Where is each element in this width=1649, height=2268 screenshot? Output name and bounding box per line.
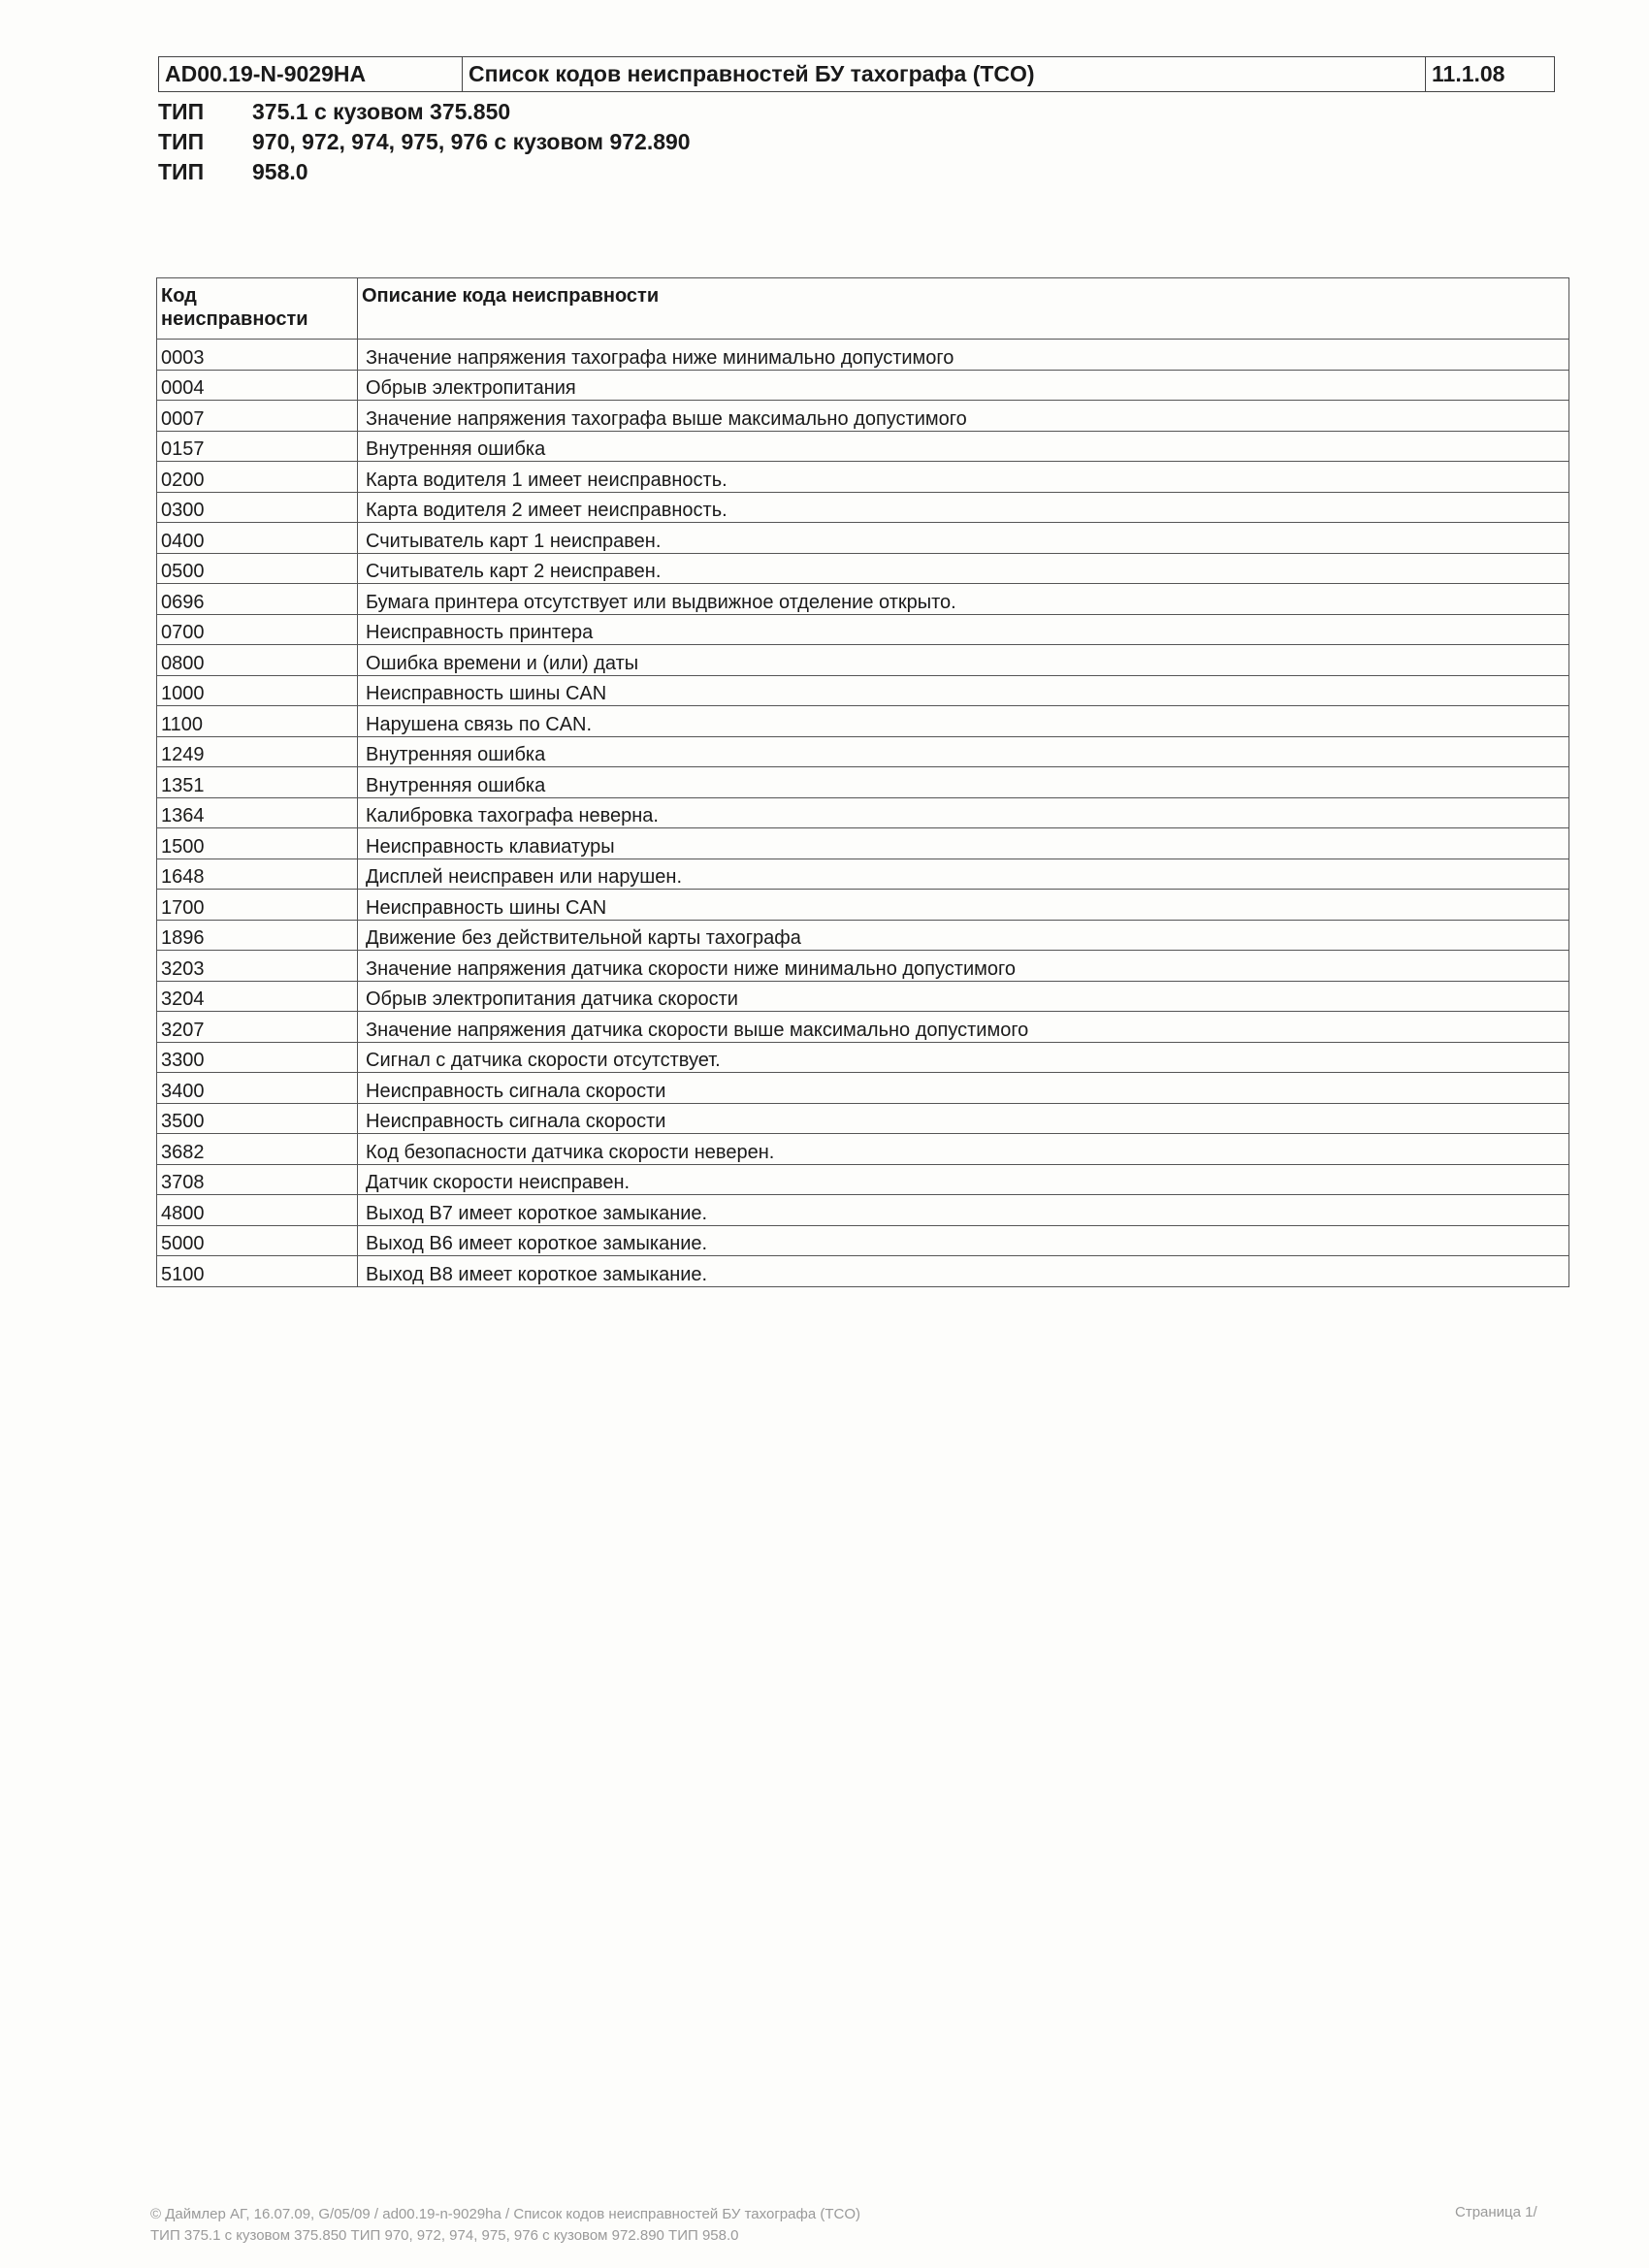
table-row xyxy=(157,767,1569,798)
footer-line-1: © Даймлер АГ, 16.07.09, G/05/09 / ad00.19-n-9029ha / Список кодов неисправностей БУ тахографа (TCO) xyxy=(150,2206,860,2222)
table-row xyxy=(157,675,1569,706)
fault-description: Обрыв электропитания xyxy=(358,370,1569,401)
table-row xyxy=(157,828,1569,859)
fault-code: 1500 xyxy=(157,828,358,859)
fault-code: 1100 xyxy=(157,706,358,737)
fault-description: Внутренняя ошибка xyxy=(358,767,1569,798)
fault-code-table xyxy=(156,277,1569,1287)
table-row xyxy=(157,1164,1569,1195)
table-row xyxy=(157,370,1569,401)
table-header-row xyxy=(157,278,1569,340)
fault-description: Внутренняя ошибка xyxy=(358,431,1569,462)
table-row xyxy=(157,797,1569,828)
type-value: 958.0 xyxy=(252,159,308,184)
fault-description: Неисправность шины CAN xyxy=(358,890,1569,921)
fault-description: Датчик скорости неисправен. xyxy=(358,1164,1569,1195)
vehicle-type-line xyxy=(158,157,691,187)
fault-description: Код безопасности датчика скорости неверен. xyxy=(358,1134,1569,1165)
table-row xyxy=(157,890,1569,921)
type-value: 375.1 с кузовом 375.850 xyxy=(252,99,511,124)
fault-description: Считыватель карт 2 неисправен. xyxy=(358,553,1569,584)
fault-description: Карта водителя 1 имеет неисправность. xyxy=(358,462,1569,493)
fault-code: 1000 xyxy=(157,675,358,706)
fault-code: 1700 xyxy=(157,890,358,921)
table-row xyxy=(157,920,1569,951)
fault-description: Сигнал с датчика скорости отсутствует. xyxy=(358,1042,1569,1073)
vehicle-type-line xyxy=(158,97,691,127)
fault-description: Неисправность шины CAN xyxy=(358,675,1569,706)
page-number: Страница 1/ xyxy=(1455,2204,1537,2220)
fault-description: Ошибка времени и (или) даты xyxy=(358,645,1569,676)
table-row xyxy=(157,401,1569,432)
fault-description: Неисправность сигнала скорости xyxy=(358,1073,1569,1104)
fault-description: Выход B6 имеет короткое замыкание. xyxy=(358,1225,1569,1256)
table-row xyxy=(157,1073,1569,1104)
fault-code: 1249 xyxy=(157,736,358,767)
fault-code: 0157 xyxy=(157,431,358,462)
fault-description: Значение напряжения тахографа ниже минимально допустимого xyxy=(358,340,1569,371)
table-row xyxy=(157,1225,1569,1256)
document-title: Список кодов неисправностей БУ тахографа (TCO) xyxy=(463,57,1426,92)
vehicle-type-line xyxy=(158,127,691,157)
fault-code: 0400 xyxy=(157,523,358,554)
fault-code-rows xyxy=(157,340,1569,1287)
table-row xyxy=(157,1195,1569,1226)
table-row xyxy=(157,614,1569,645)
document-header xyxy=(158,56,1555,92)
fault-description: Карта водителя 2 имеет неисправность. xyxy=(358,492,1569,523)
fault-description: Неисправность принтера xyxy=(358,614,1569,645)
table-row xyxy=(157,1042,1569,1073)
type-label: ТИП xyxy=(158,159,205,184)
table-row xyxy=(157,584,1569,615)
fault-description: Считыватель карт 1 неисправен. xyxy=(358,523,1569,554)
fault-description: Выход B7 имеет короткое замыкание. xyxy=(358,1195,1569,1226)
document-id: AD00.19-N-9029HA xyxy=(159,57,463,92)
table-row xyxy=(157,340,1569,371)
fault-description: Нарушена связь по CAN. xyxy=(358,706,1569,737)
fault-description: Неисправность клавиатуры xyxy=(358,828,1569,859)
fault-code: 1351 xyxy=(157,767,358,798)
fault-code: 3207 xyxy=(157,1012,358,1043)
fault-code: 1648 xyxy=(157,859,358,890)
fault-description: Движение без действительной карты тахографа xyxy=(358,920,1569,951)
table-row xyxy=(157,951,1569,982)
fault-description: Выход B8 имеет короткое замыкание. xyxy=(358,1256,1569,1287)
document-date: 11.1.08 xyxy=(1426,57,1555,92)
fault-code: 3204 xyxy=(157,981,358,1012)
table-row xyxy=(157,1134,1569,1165)
fault-description: Калибровка тахографа неверна. xyxy=(358,797,1569,828)
type-value: 970, 972, 974, 975, 976 с кузовом 972.890 xyxy=(252,129,691,154)
page-footer xyxy=(150,2204,860,2247)
fault-code: 0700 xyxy=(157,614,358,645)
fault-code: 0300 xyxy=(157,492,358,523)
type-label: ТИП xyxy=(158,99,205,124)
table-row xyxy=(157,553,1569,584)
fault-code: 0500 xyxy=(157,553,358,584)
table-row xyxy=(157,431,1569,462)
fault-code: 3300 xyxy=(157,1042,358,1073)
table-row xyxy=(157,1103,1569,1134)
fault-code: 5100 xyxy=(157,1256,358,1287)
table-row xyxy=(157,1012,1569,1043)
fault-code: 3682 xyxy=(157,1134,358,1165)
fault-code: 0200 xyxy=(157,462,358,493)
table-row xyxy=(157,645,1569,676)
fault-code: 0004 xyxy=(157,370,358,401)
fault-code: 5000 xyxy=(157,1225,358,1256)
column-header-code: Код неисправности xyxy=(157,278,358,340)
table-row xyxy=(157,736,1569,767)
type-label: ТИП xyxy=(158,129,205,154)
table-row xyxy=(157,706,1569,737)
column-header-description: Описание кода неисправности xyxy=(358,278,1569,340)
fault-description: Значение напряжения датчика скорости выше максимально допустимого xyxy=(358,1012,1569,1043)
table-row xyxy=(157,1256,1569,1287)
fault-description: Обрыв электропитания датчика скорости xyxy=(358,981,1569,1012)
table-row xyxy=(157,523,1569,554)
fault-code: 1364 xyxy=(157,797,358,828)
fault-code: 4800 xyxy=(157,1195,358,1226)
fault-code: 0696 xyxy=(157,584,358,615)
fault-description: Дисплей неисправен или нарушен. xyxy=(358,859,1569,890)
fault-code: 3400 xyxy=(157,1073,358,1104)
fault-code: 3500 xyxy=(157,1103,358,1134)
fault-description: Неисправность сигнала скорости xyxy=(358,1103,1569,1134)
fault-code: 3708 xyxy=(157,1164,358,1195)
fault-code: 0003 xyxy=(157,340,358,371)
table-row xyxy=(157,492,1569,523)
fault-code: 0800 xyxy=(157,645,358,676)
fault-code: 1896 xyxy=(157,920,358,951)
fault-code: 3203 xyxy=(157,951,358,982)
fault-code: 0007 xyxy=(157,401,358,432)
fault-description: Бумага принтера отсутствует или выдвижное отделение открыто. xyxy=(358,584,1569,615)
footer-line-2: ТИП 375.1 с кузовом 375.850 ТИП 970, 972, 974, 975, 976 с кузовом 972.890 ТИП 958.0 xyxy=(150,2227,739,2244)
table-row xyxy=(157,462,1569,493)
fault-description: Внутренняя ошибка xyxy=(358,736,1569,767)
fault-description: Значение напряжения тахографа выше максимально допустимого xyxy=(358,401,1569,432)
fault-description: Значение напряжения датчика скорости ниже минимально допустимого xyxy=(358,951,1569,982)
table-row xyxy=(157,859,1569,890)
vehicle-types xyxy=(158,97,691,187)
table-row xyxy=(157,981,1569,1012)
